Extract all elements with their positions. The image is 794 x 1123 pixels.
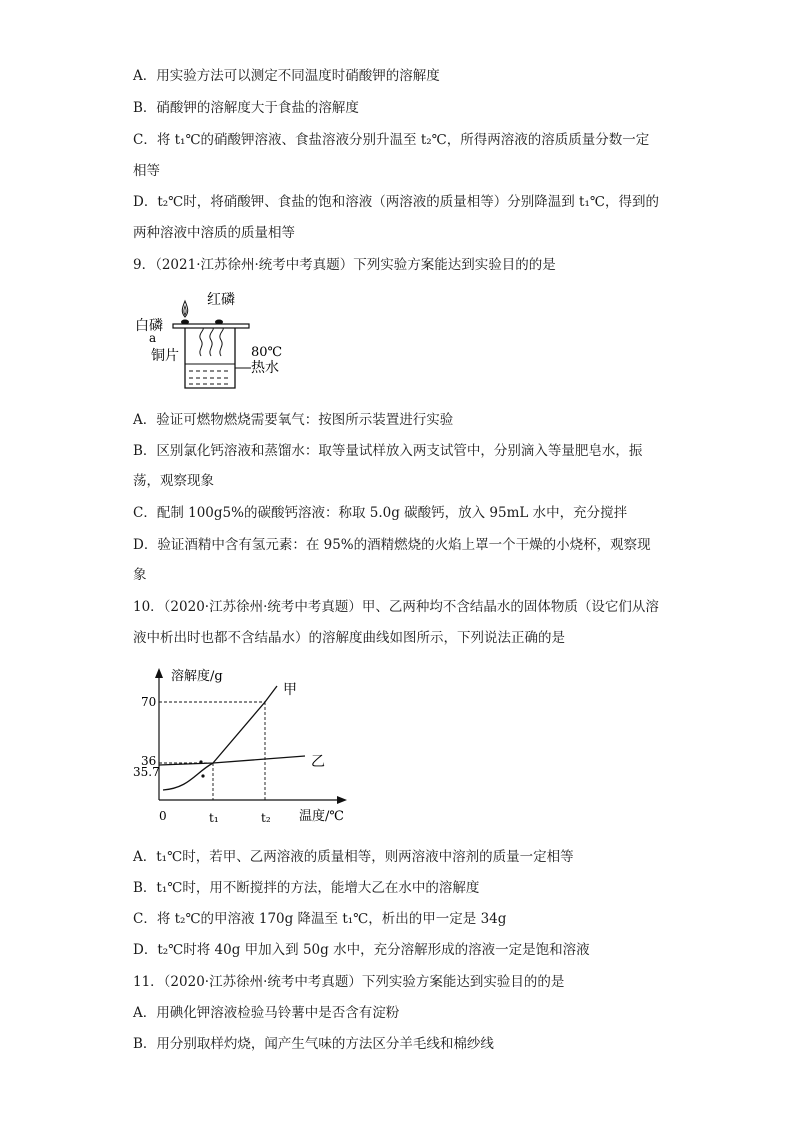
q10-option-b: B．t₁℃时，用不断搅拌的方法，能增大乙在水中的溶解度: [133, 880, 480, 896]
q9-option-b-line2: 荡，观察现象: [133, 473, 214, 489]
solubility-chart: [133, 662, 353, 830]
y-axis-arrow: [155, 668, 163, 678]
q11-option-b: B．用分别取样灼烧，闻产生气味的方法区分羊毛线和棉纱线: [133, 1036, 494, 1052]
label-temperature: 80℃: [251, 345, 283, 360]
x-tick-t1: t₁: [209, 811, 219, 825]
x-tick-t2: t₂: [261, 811, 271, 825]
y-tick-36: 36: [141, 754, 157, 768]
label-red-phosphorus: 红磷: [207, 292, 235, 308]
x-axis-arrow: [337, 796, 347, 804]
dot-yi: [199, 760, 202, 763]
curve-yi: [159, 756, 305, 765]
q8-option-a: A．用实验方法可以测定不同温度时硝酸钾的溶解度: [133, 68, 440, 84]
white-phosphorus: [181, 320, 189, 325]
q8-option-c-line1: C．将 t₁℃的硝酸钾溶液、食盐溶液分别升温至 t₂℃，所得两溶液的溶质质量分数一定: [133, 132, 650, 148]
q8-option-d-line2: 两种溶液中溶质的质量相等: [133, 225, 295, 241]
q10-option-c: C．将 t₂℃的甲溶液 170g 降温至 t₁℃，析出的甲一定是 34g: [133, 911, 507, 927]
y-axis-label: 溶解度/g: [171, 669, 223, 684]
q9-option-d-line2: 象: [133, 567, 147, 583]
q10-option-d: D．t₂℃时将 40g 甲加入到 50g 水中，充分溶解形成的溶液一定是饱和溶液: [133, 942, 590, 958]
copper-plate: [173, 324, 249, 328]
label-a: a: [149, 331, 157, 345]
q9-option-c: C．配制 100g5%的碳酸钙溶液：称取 5.0g 碳酸钙，放入 95mL 水中，充分搅拌: [133, 505, 628, 521]
y-tick-70: 70: [141, 695, 157, 709]
y-tick-35-7: 35.7: [133, 765, 160, 779]
series-label-jia: 甲: [283, 682, 297, 698]
red-phosphorus: [215, 320, 223, 325]
q8-option-b: B．硝酸钾的溶解度大于食盐的溶解度: [133, 100, 359, 116]
label-white-phosphorus: 白磷: [135, 318, 163, 334]
label-copper-plate: 铜片: [151, 348, 179, 364]
origin-label: 0: [159, 809, 167, 823]
q11-option-a: A．用碘化钾溶液检验马铃薯中是否含有淀粉: [133, 1005, 400, 1021]
q9-option-d-line1: D．验证酒精中含有氢元素：在 95%的酒精燃烧的火焰上罩一个干燥的小烧杯，观察现: [133, 537, 651, 553]
combustion-apparatus-figure: [133, 284, 293, 396]
x-axis-label: 温度/℃: [299, 809, 344, 824]
label-hot-water: 热水: [251, 360, 279, 376]
q10-stem-line2: 液中析出时也都不含结晶水）的溶解度曲线如图所示，下列说法正确的是: [133, 630, 565, 646]
q9-stem: 9．（2021·江苏徐州·统考中考真题）下列实验方案能达到实验目的的是: [133, 257, 556, 273]
q10-stem-line1: 10．（2020·江苏徐州·统考中考真题）甲、乙两种均不含结晶水的固体物质（设它们从溶: [133, 599, 659, 615]
q8-option-d-line1: D．t₂℃时，将硝酸钾、食盐的饱和溶液（两溶液的质量相等）分别降温到 t₁℃，得到的: [133, 194, 659, 210]
q8-option-c-line2: 相等: [133, 163, 160, 179]
q9-option-a: A．验证可燃物燃烧需要氧气：按图所示装置进行实验: [133, 412, 454, 428]
q11-stem: 11．（2020·江苏徐州·统考中考真题）下列实验方案能达到实验目的的是: [133, 974, 565, 990]
series-label-yi: 乙: [311, 754, 325, 770]
dot-jia: [201, 774, 204, 777]
q9-option-b-line1: B．区别氯化钙溶液和蒸馏水：取等量试样放入两支试管中，分别滴入等量肥皂水，振: [133, 443, 643, 459]
q10-option-a: A．t₁℃时，若甲、乙两溶液的质量相等，则两溶液中溶剂的质量一定相等: [133, 849, 574, 865]
